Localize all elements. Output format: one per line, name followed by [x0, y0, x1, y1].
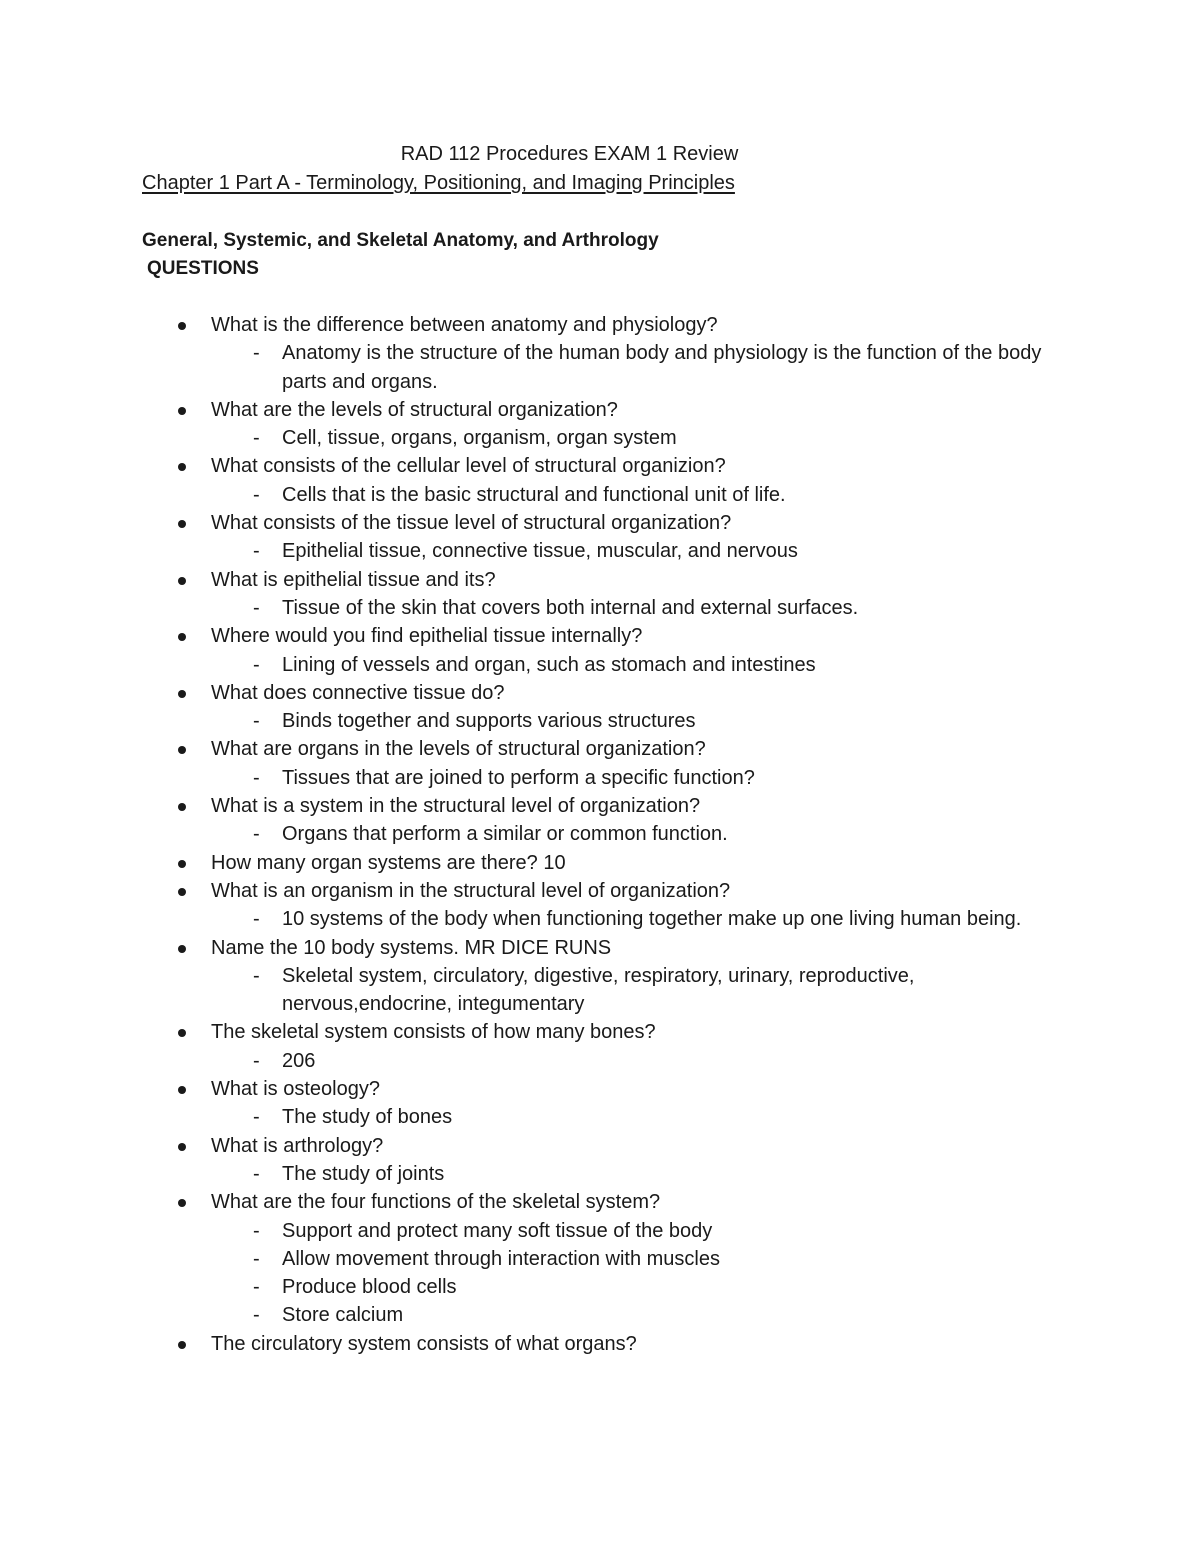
list-item	[0, 452, 1200, 509]
question-text: Name the 10 body systems. MR DICE RUNS	[211, 936, 612, 959]
answer-row	[0, 962, 1200, 1019]
question-row	[0, 792, 1200, 820]
bullet-icon	[178, 633, 186, 641]
question-row	[0, 622, 1200, 650]
document-subtitle: Chapter 1 Part A - Terminology, Positioning, and Imaging Principles	[142, 172, 735, 194]
bullet-icon	[178, 1341, 186, 1349]
answer-row	[0, 707, 1200, 735]
question-row	[0, 396, 1200, 424]
question-text: What consists of the cellular level of structural organizion?	[211, 455, 726, 478]
question-row	[0, 877, 1200, 905]
dash-icon: -	[253, 1276, 260, 1299]
question-text: What is epithelial tissue and its?	[211, 568, 496, 591]
question-text: What is an organism in the structural level of organization?	[211, 879, 731, 902]
question-row	[0, 849, 1200, 877]
dash-icon: -	[253, 1049, 260, 1072]
answer-row	[0, 339, 1200, 396]
bullet-icon	[178, 407, 186, 415]
answer-text: Lining of vessels and organ, such as stomach and intestines	[282, 653, 816, 676]
dash-icon: -	[253, 908, 260, 931]
dash-icon: -	[253, 427, 260, 450]
answer-row	[0, 764, 1200, 792]
list-item	[0, 735, 1200, 792]
section-heading: General, Systemic, and Skeletal Anatomy, and Arthrology	[142, 230, 659, 251]
question-text: The skeletal system consists of how many bones?	[211, 1021, 656, 1044]
question-text: What consists of the tissue level of structural organization?	[211, 512, 732, 535]
document-title: RAD 112 Procedures EXAM 1 Review	[400, 143, 739, 165]
answer-list	[0, 1047, 1200, 1075]
dash-icon: -	[253, 766, 260, 789]
question-text: What are organs in the levels of structural organization?	[211, 738, 706, 761]
answer-list	[0, 651, 1200, 679]
answer-text: Organs that perform a similar or common function.	[282, 823, 728, 846]
question-row	[0, 509, 1200, 537]
question-text: Where would you find epithelial tissue internally?	[211, 625, 643, 648]
bullet-icon	[178, 888, 186, 896]
question-row	[0, 566, 1200, 594]
list-item	[0, 934, 1200, 1019]
answer-text: Cell, tissue, organs, organism, organ system	[282, 427, 677, 450]
list-item	[0, 679, 1200, 736]
answer-row	[0, 424, 1200, 452]
question-list	[0, 311, 1200, 1358]
answer-text: The study of joints	[282, 1162, 445, 1185]
answer-row	[0, 1245, 1200, 1273]
question-row	[0, 934, 1200, 962]
list-item	[0, 566, 1200, 623]
question-text: What are the four functions of the skeletal system?	[211, 1191, 661, 1214]
question-text: The circulatory system consists of what organs?	[211, 1332, 637, 1355]
list-item	[0, 1188, 1200, 1329]
question-row	[0, 311, 1200, 339]
answer-list	[0, 962, 1200, 1019]
bullet-icon	[178, 690, 186, 698]
answer-text: Produce blood cells	[282, 1276, 457, 1299]
answer-text: Anatomy is the structure of the human body and physiology is the function of the body parts and organs.	[282, 342, 1042, 393]
answer-text: Tissue of the skin that covers both internal and external surfaces.	[282, 596, 859, 619]
answer-list	[0, 1217, 1200, 1330]
dash-icon: -	[253, 540, 260, 563]
dash-icon: -	[253, 1247, 260, 1270]
bullet-icon	[178, 803, 186, 811]
answer-row	[0, 1047, 1200, 1075]
question-row	[0, 1132, 1200, 1160]
answer-row	[0, 1273, 1200, 1301]
list-item	[0, 311, 1200, 396]
answer-text: 10 systems of the body when functioning together make up one living human being.	[282, 908, 1022, 931]
answer-row	[0, 905, 1200, 933]
answer-text: Tissues that are joined to perform a specific function?	[282, 766, 755, 789]
list-item	[0, 396, 1200, 453]
question-row	[0, 1075, 1200, 1103]
section-subheading: QUESTIONS	[147, 258, 259, 279]
answer-list	[0, 481, 1200, 509]
bullet-icon	[178, 860, 186, 868]
answer-row	[0, 594, 1200, 622]
bullet-icon	[178, 322, 186, 330]
bullet-icon	[178, 746, 186, 754]
question-row	[0, 452, 1200, 480]
dash-icon: -	[253, 823, 260, 846]
question-row	[0, 1188, 1200, 1216]
question-row	[0, 679, 1200, 707]
answer-text: Binds together and supports various structures	[282, 710, 696, 733]
bullet-icon	[178, 1143, 186, 1151]
bullet-icon	[178, 945, 186, 953]
dash-icon: -	[253, 1106, 260, 1129]
dash-icon: -	[253, 1304, 260, 1327]
answer-list	[0, 537, 1200, 565]
list-item	[0, 622, 1200, 679]
answer-list	[0, 1160, 1200, 1188]
answer-text: Cells that is the basic structural and functional unit of life.	[282, 483, 786, 506]
dash-icon: -	[253, 653, 260, 676]
question-text: How many organ systems are there? 10	[211, 851, 566, 874]
list-item	[0, 1132, 1200, 1189]
answer-text: The study of bones	[282, 1106, 453, 1129]
list-item	[0, 1330, 1200, 1358]
dash-icon: -	[253, 483, 260, 506]
bullet-icon	[178, 1029, 186, 1037]
list-item	[0, 877, 1200, 934]
question-text: What is osteology?	[211, 1078, 380, 1101]
list-item	[0, 792, 1200, 849]
answer-text: Support and protect many soft tissue of the body	[282, 1219, 713, 1242]
answer-list	[0, 905, 1200, 933]
answer-row	[0, 651, 1200, 679]
dash-icon: -	[253, 342, 260, 365]
answer-list	[0, 1103, 1200, 1131]
dash-icon: -	[253, 964, 260, 987]
question-row	[0, 1018, 1200, 1046]
question-text: What does connective tissue do?	[211, 681, 505, 704]
dash-icon: -	[253, 1219, 260, 1242]
bullet-icon	[178, 463, 186, 471]
answer-list	[0, 707, 1200, 735]
answer-list	[0, 594, 1200, 622]
dash-icon: -	[253, 710, 260, 733]
answer-text: Skeletal system, circulatory, digestive, respiratory, urinary, reproductive, nervous,endocrine, integumentary	[282, 964, 915, 1016]
answer-list	[0, 339, 1200, 396]
dash-icon: -	[253, 596, 260, 619]
question-row	[0, 1330, 1200, 1358]
answer-list	[0, 764, 1200, 792]
answer-text: Allow movement through interaction with muscles	[282, 1247, 720, 1270]
bullet-icon	[178, 1199, 186, 1207]
answer-text: 206	[282, 1049, 316, 1072]
bullet-icon	[178, 520, 186, 528]
answer-row	[0, 820, 1200, 848]
question-text: What are the levels of structural organization?	[211, 398, 618, 421]
list-item	[0, 1075, 1200, 1132]
answer-text: Epithelial tissue, connective tissue, muscular, and nervous	[282, 540, 798, 563]
answer-row	[0, 481, 1200, 509]
answer-row	[0, 537, 1200, 565]
list-item	[0, 849, 1200, 877]
question-text: What is the difference between anatomy and physiology?	[211, 314, 718, 336]
answer-text: Store calcium	[282, 1304, 404, 1327]
dash-icon: -	[253, 1162, 260, 1185]
list-item	[0, 1018, 1200, 1075]
answer-row	[0, 1301, 1200, 1329]
question-text: What is arthrology?	[211, 1134, 384, 1157]
bullet-icon	[178, 1086, 186, 1094]
answer-list	[0, 820, 1200, 848]
answer-row	[0, 1217, 1200, 1245]
answer-row	[0, 1160, 1200, 1188]
question-row	[0, 735, 1200, 763]
answer-list	[0, 424, 1200, 452]
answer-row	[0, 1103, 1200, 1131]
question-text: What is a system in the structural level of organization?	[211, 795, 701, 818]
list-item	[0, 509, 1200, 566]
bullet-icon	[178, 577, 186, 585]
